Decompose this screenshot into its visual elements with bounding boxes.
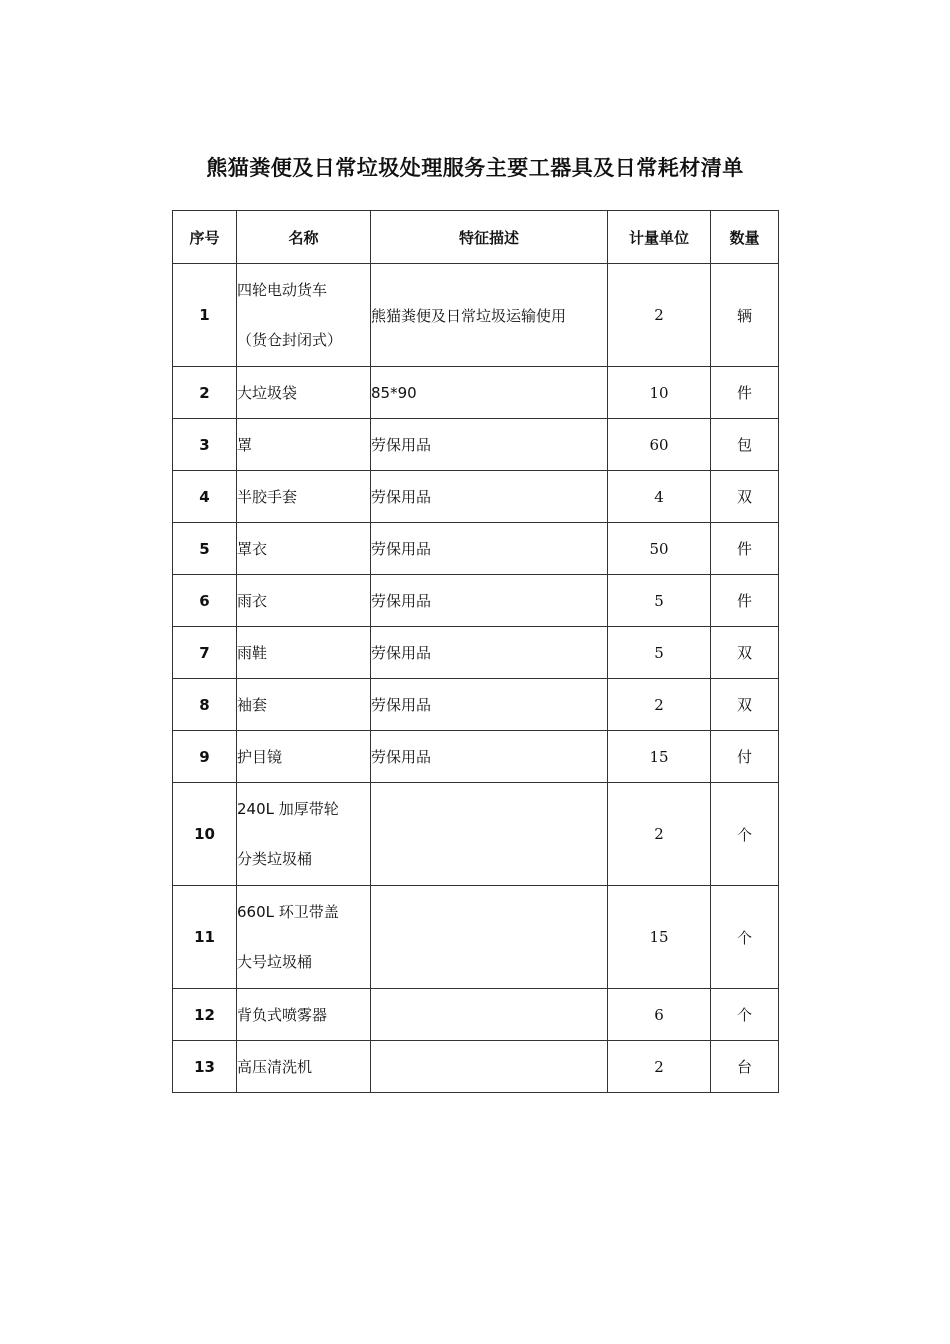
item-name-line: 660L 环卫带盖 bbox=[237, 903, 339, 921]
table-body bbox=[173, 264, 779, 1093]
row-number: 5 bbox=[173, 523, 237, 575]
table-row bbox=[173, 731, 779, 783]
item-name-line: 半胶手套 bbox=[237, 487, 298, 506]
header-desc: 特征描述 bbox=[371, 211, 608, 264]
item-name-line: 罩衣 bbox=[237, 539, 268, 558]
item-quantity: 10 bbox=[608, 367, 711, 419]
table-header-row bbox=[173, 211, 779, 264]
table-row bbox=[173, 989, 779, 1041]
item-quantity: 6 bbox=[608, 989, 711, 1041]
header-no: 序号 bbox=[173, 211, 237, 264]
item-quantity: 2 bbox=[608, 264, 711, 367]
item-unit: 件 bbox=[711, 523, 779, 575]
item-description: 劳保用品 bbox=[371, 419, 608, 471]
table-row bbox=[173, 1041, 779, 1093]
table-row bbox=[173, 679, 779, 731]
row-number: 1 bbox=[173, 264, 237, 367]
item-name bbox=[237, 627, 371, 679]
item-name-line: 罩 bbox=[237, 435, 253, 454]
item-name-line: 背负式喷雾器 bbox=[237, 1005, 328, 1024]
item-name-line: 分类垃圾桶 bbox=[237, 850, 313, 868]
row-number: 6 bbox=[173, 575, 237, 627]
item-unit: 个 bbox=[711, 783, 779, 886]
item-description bbox=[371, 886, 608, 989]
header-name: 名称 bbox=[237, 211, 371, 264]
item-quantity: 5 bbox=[608, 627, 711, 679]
item-name-line: 大号垃圾桶 bbox=[237, 953, 313, 971]
item-name bbox=[237, 419, 371, 471]
item-description: 劳保用品 bbox=[371, 575, 608, 627]
item-name-line: （货仓封闭式） bbox=[237, 331, 343, 349]
item-name-line: 袖套 bbox=[237, 695, 268, 714]
item-name bbox=[237, 989, 371, 1041]
item-description bbox=[371, 1041, 608, 1093]
item-name-line: 大垃圾袋 bbox=[237, 383, 298, 402]
document-title: 熊猫粪便及日常垃圾处理服务主要工器具及日常耗材清单 bbox=[206, 156, 744, 180]
table-row bbox=[173, 627, 779, 679]
item-unit: 付 bbox=[711, 731, 779, 783]
item-description bbox=[371, 989, 608, 1041]
item-unit: 件 bbox=[711, 575, 779, 627]
row-number: 8 bbox=[173, 679, 237, 731]
table-row bbox=[173, 783, 779, 886]
item-name-line: 雨衣 bbox=[237, 591, 268, 610]
table-row bbox=[173, 367, 779, 419]
row-number: 9 bbox=[173, 731, 237, 783]
item-name bbox=[237, 679, 371, 731]
table-row bbox=[173, 471, 779, 523]
item-quantity: 60 bbox=[608, 419, 711, 471]
row-number: 12 bbox=[173, 989, 237, 1041]
table-row bbox=[173, 419, 779, 471]
item-description: 85*90 bbox=[371, 367, 608, 419]
item-name-line: 护目镜 bbox=[237, 747, 283, 766]
item-unit: 个 bbox=[711, 989, 779, 1041]
item-unit: 件 bbox=[711, 367, 779, 419]
item-description: 劳保用品 bbox=[371, 523, 608, 575]
item-quantity: 5 bbox=[608, 575, 711, 627]
item-description bbox=[371, 783, 608, 886]
item-description: 劳保用品 bbox=[371, 627, 608, 679]
item-unit: 双 bbox=[711, 679, 779, 731]
row-number: 4 bbox=[173, 471, 237, 523]
item-name bbox=[237, 783, 371, 886]
item-name bbox=[237, 1041, 371, 1093]
table-row bbox=[173, 575, 779, 627]
item-unit: 台 bbox=[711, 1041, 779, 1093]
row-number: 11 bbox=[173, 886, 237, 989]
materials-table bbox=[172, 210, 779, 1093]
table-row bbox=[173, 264, 779, 367]
item-name-line: 四轮电动货车 bbox=[237, 281, 328, 299]
item-quantity: 2 bbox=[608, 1041, 711, 1093]
item-name bbox=[237, 731, 371, 783]
item-unit: 双 bbox=[711, 471, 779, 523]
item-unit: 辆 bbox=[711, 264, 779, 367]
item-quantity: 15 bbox=[608, 731, 711, 783]
item-name-line: 雨鞋 bbox=[237, 643, 268, 662]
row-number: 3 bbox=[173, 419, 237, 471]
item-quantity: 2 bbox=[608, 783, 711, 886]
item-quantity: 2 bbox=[608, 679, 711, 731]
row-number: 2 bbox=[173, 367, 237, 419]
row-number: 10 bbox=[173, 783, 237, 886]
item-description: 劳保用品 bbox=[371, 471, 608, 523]
item-unit: 个 bbox=[711, 886, 779, 989]
item-name bbox=[237, 471, 371, 523]
row-number: 7 bbox=[173, 627, 237, 679]
item-quantity: 4 bbox=[608, 471, 711, 523]
item-quantity: 50 bbox=[608, 523, 711, 575]
table-row bbox=[173, 523, 779, 575]
row-number: 13 bbox=[173, 1041, 237, 1093]
item-name bbox=[237, 523, 371, 575]
item-name-line: 高压清洗机 bbox=[237, 1057, 313, 1076]
item-name-line: 240L 加厚带轮 bbox=[237, 800, 339, 818]
item-quantity: 15 bbox=[608, 886, 711, 989]
item-name bbox=[237, 886, 371, 989]
table-row bbox=[173, 886, 779, 989]
item-description: 熊猫粪便及日常垃圾运输使用 bbox=[371, 264, 608, 367]
item-name bbox=[237, 264, 371, 367]
item-name bbox=[237, 367, 371, 419]
item-name bbox=[237, 575, 371, 627]
item-description: 劳保用品 bbox=[371, 679, 608, 731]
header-unit: 数量 bbox=[711, 211, 779, 264]
header-qty: 计量单位 bbox=[608, 211, 711, 264]
item-description: 劳保用品 bbox=[371, 731, 608, 783]
item-unit: 包 bbox=[711, 419, 779, 471]
item-unit: 双 bbox=[711, 627, 779, 679]
